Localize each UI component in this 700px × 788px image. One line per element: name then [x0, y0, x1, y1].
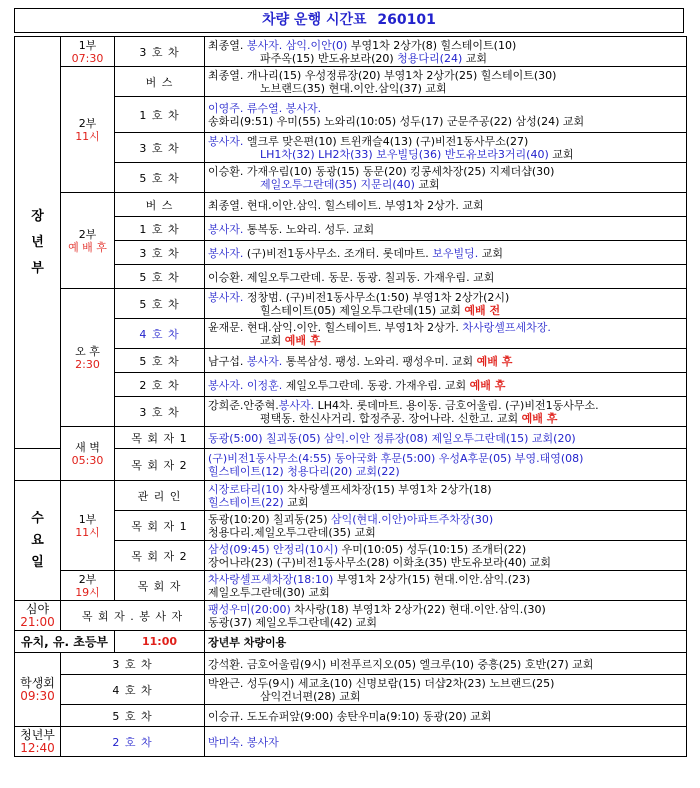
table-row: [15, 373, 687, 397]
vehicle-cell: 관 리 인: [115, 481, 205, 511]
page-title: [14, 8, 684, 33]
vehicle-cell: 5 호 차: [115, 265, 205, 289]
route-cell: 봉사자. (구)비전1동사무소. 조개터. 롯데마트. 보우빌딩. 교회: [205, 241, 687, 265]
table-row: [15, 541, 687, 571]
table-row: [15, 163, 687, 193]
route-cell: 봉사자. 엘크루 맞은편(10) 트윈캐슬4(13) (구)비전1동사무소(27) LH1차(32) LH2차(33) 보우빌딩(36) 반도유보라3거리(40) 교회: [205, 133, 687, 163]
time-cell: 새 벽 05:30: [61, 427, 115, 481]
table-row: [15, 349, 687, 373]
table-row: [15, 481, 687, 511]
section-label-wednesday: 수 요 일: [15, 481, 61, 601]
route-cell: 동광(10:20) 칠괴동(25) 삼익(현대.이안)아파트주차장(30) 청용다리.제일오투그란데(35) 교회: [205, 511, 687, 541]
route-cell: 차사랑셀프세차장(18:10) 부영1차 2상가(15) 현대.이안.삼익.(23) 제일오투그란데(30) 교회: [205, 571, 687, 601]
table-row: [15, 675, 687, 705]
vehicle-cell: 5 호 차: [61, 705, 205, 727]
route-cell: 강희준.안중혁.봉사자. LH4차. 롯데마트. 용이동. 금호어울림. (구)비전1동사무소. 평택동. 한신사거리. 합정주공. 장어나라. 신한고. 교회 예배 후: [205, 397, 687, 427]
table-row: [15, 571, 687, 601]
table-row: [15, 289, 687, 319]
blank-cell: [15, 449, 61, 481]
vehicle-cell: 2 호 차: [115, 373, 205, 397]
table-row: [15, 67, 687, 97]
title-code: 260101: [377, 12, 436, 28]
time-cell: 1부 07:30: [61, 37, 115, 67]
route-cell: 윤재문. 현대.삼익.이안. 힐스테이트. 부영1차 2상가. 차사랑셀프세차장. 교회 예배 후: [205, 319, 687, 349]
time-cell: 2부 19시: [61, 571, 115, 601]
table-row: [15, 631, 687, 653]
time-cell: 1부 11시: [61, 481, 115, 571]
section-label-jangnyeon: 장 년 부: [15, 37, 61, 449]
route-cell: 이승규. 도도슈퍼앞(9:00) 송탄우미a(9:10) 동광(20) 교회: [205, 705, 687, 727]
vehicle-cell: 목 회 자 2: [115, 449, 205, 481]
route-cell: 이승환. 제일오투그란데. 동문. 동광. 칠괴동. 가재우림. 교회: [205, 265, 687, 289]
route-cell: 봉사자. 정창범. (구)비전1동사무소(1:50) 부영1차 2상가(2시) 힐스테이트(05) 제일오투그란데(15) 교회 예배 전: [205, 289, 687, 319]
table-row: [15, 241, 687, 265]
schedule-table: [14, 36, 687, 757]
route-cell: 최종열. 현대.이안.삼익. 힐스테이트. 부영1차 2상가. 교회: [205, 193, 687, 217]
table-row: [15, 193, 687, 217]
table-row: [15, 511, 687, 541]
vehicle-cell: 1 호 차: [115, 217, 205, 241]
table-row: [15, 265, 687, 289]
table-row: [15, 133, 687, 163]
table-row: [15, 97, 687, 133]
route-cell: 최종열. 개나리(15) 우성정류장(20) 부영1차 2상가(25) 힐스테이트(30) 노브랜드(35) 현대.이안.삼익(37) 교회: [205, 67, 687, 97]
route-cell: 봉사자. 이정훈. 제일오투그란데. 동광. 가재우림. 교회 예배 후: [205, 373, 687, 397]
section-label-students: 학생회 09:30: [15, 653, 61, 727]
table-row: [15, 705, 687, 727]
table-row: [15, 217, 687, 241]
route-cell: 봉사자. 통복동. 노와리. 성두. 교회: [205, 217, 687, 241]
vehicle-cell: 3 호 차: [115, 397, 205, 427]
vehicle-cell: 목 회 자 1: [115, 511, 205, 541]
route-cell: 강석환. 금호어울림(9시) 비전푸르지오(05) 엘크루(10) 중흥(25) 호반(27) 교회: [205, 653, 687, 675]
time-cell: 오 후 2:30: [61, 289, 115, 427]
vehicle-cell: 목 회 자 1: [115, 427, 205, 449]
table-row: [15, 449, 687, 481]
vehicle-cell: 목 회 자 2: [115, 541, 205, 571]
vehicle-cell: 3 호 차: [115, 241, 205, 265]
vehicle-cell: 3 호 차: [61, 653, 205, 675]
vehicle-cell: 4 호 차: [61, 675, 205, 705]
section-label-children: 유치, 유. 초등부: [15, 631, 115, 653]
vehicle-cell: 버 스: [115, 193, 205, 217]
route-cell: 이영주. 류수열. 봉사자. 송화리(9:51) 우미(55) 노와리(10:05) 성두(17) 군문주공(22) 삼성(24) 교회: [205, 97, 687, 133]
time-cell: 2부 11시: [61, 67, 115, 193]
route-cell: 삼성(09:45) 안정리(10시) 우미(10:05) 성두(10:15) 조개터(22) 장어나라(23) (구)비전1동사무소(28) 이화초(35) 반도유보라(40) 교회: [205, 541, 687, 571]
table-row: [15, 601, 687, 631]
vehicle-cell: 3 호 차: [115, 133, 205, 163]
route-cell: 이승환. 가재우림(10) 동광(15) 동문(20) 킹콩세차장(25) 지제더샵(30) 제일오투그란데(35) 지문리(40) 교회: [205, 163, 687, 193]
vehicle-cell: 3 호 차: [115, 37, 205, 67]
vehicle-cell: 2 호 차: [61, 727, 205, 757]
section-label-youth: 청년부 12:40: [15, 727, 61, 757]
route-cell: 시장로타리(10) 차사랑셀프세차장(15) 부영1차 2상가(18) 힐스테이트(22) 교회: [205, 481, 687, 511]
table-row: [15, 37, 687, 67]
route-cell: 남구섭. 봉사자. 통복삼성. 팽성. 노와리. 팽성우미. 교회 예배 후: [205, 349, 687, 373]
vehicle-cell: 1 호 차: [115, 97, 205, 133]
vehicle-cell: 4 호 차: [115, 319, 205, 349]
route-cell: 최종열. 봉사자. 삼익.이안(0) 부영1차 2상가(8) 힐스테이트(10) 파주옥(15) 반도유보라(20) 청용다리(24) 교회: [205, 37, 687, 67]
route-cell: 박미숙. 봉사자: [205, 727, 687, 757]
table-row: [15, 427, 687, 449]
route-cell: 박완근. 성두(9시) 세교초(10) 신명보람(15) 더샵2차(23) 노브랜드(25) 삼익건너편(28) 교회: [205, 675, 687, 705]
vehicle-cell: 버 스: [115, 67, 205, 97]
vehicle-cell: 목 회 자: [115, 571, 205, 601]
vehicle-cell: 5 호 차: [115, 349, 205, 373]
route-cell: 장년부 차량이용: [205, 631, 687, 653]
table-row: [15, 319, 687, 349]
route-cell: 팽성우미(20:00) 차사랑(18) 부영1차 2상가(22) 현대.이안.삼익.(30) 동광(37) 제일오투그란데(42) 교회: [205, 601, 687, 631]
vehicle-cell: 목 회 자 . 봉 사 자: [61, 601, 205, 631]
route-cell: 동광(5:00) 칠괴동(05) 삼익.이안 정류장(08) 제일오투그란데(15) 교회(20): [205, 427, 687, 449]
title-text: 차량 운행 시간표: [262, 12, 367, 28]
table-row: [15, 397, 687, 427]
vehicle-cell: 5 호 차: [115, 289, 205, 319]
section-label-late-night: 심야 21:00: [15, 601, 61, 631]
route-cell: (구)비전1동사무소(4:55) 동아국화 후문(5:00) 우성A후문(05) 부영.태영(08) 힐스테이트(12) 청용다리(20) 교회(22): [205, 449, 687, 481]
time-cell: 11:00: [115, 631, 205, 653]
time-cell: 2부 예 배 후: [61, 193, 115, 289]
table-row: [15, 653, 687, 675]
table-row: [15, 727, 687, 757]
vehicle-cell: 5 호 차: [115, 163, 205, 193]
